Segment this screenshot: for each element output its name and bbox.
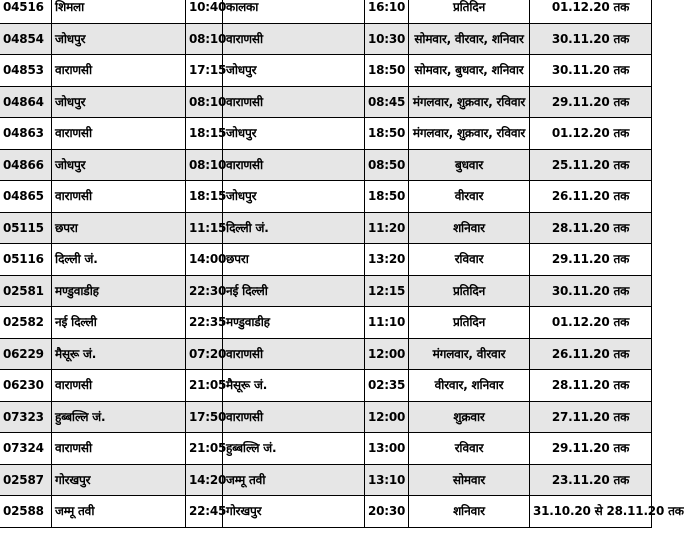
valid-until-cell: 01.12.20 तक bbox=[530, 307, 652, 339]
destination-station-cell: वाराणसी bbox=[223, 149, 365, 181]
table-row bbox=[0, 433, 652, 465]
destination-station-cell: वाराणसी bbox=[223, 23, 365, 55]
train-number-cell: 04516 bbox=[0, 0, 52, 23]
train-number-cell: 07324 bbox=[0, 433, 52, 465]
destination-station-cell: वाराणसी bbox=[223, 86, 365, 118]
valid-until-cell: 01.12.20 तक bbox=[530, 118, 652, 150]
origin-station-cell: दिल्ली जं. bbox=[52, 244, 186, 276]
departure-time-cell: 08:10 bbox=[186, 86, 223, 118]
destination-station-cell: हुब्बल्लि जं. bbox=[223, 433, 365, 465]
arrival-time-cell: 12:15 bbox=[365, 275, 409, 307]
destination-station-cell: वाराणसी bbox=[223, 338, 365, 370]
train-number-cell: 04853 bbox=[0, 55, 52, 87]
departure-time-cell: 18:15 bbox=[186, 181, 223, 213]
departure-time-cell: 14:20 bbox=[186, 464, 223, 496]
arrival-time-cell: 12:00 bbox=[365, 401, 409, 433]
train-number-cell: 02582 bbox=[0, 307, 52, 339]
table-row bbox=[0, 212, 652, 244]
running-days-cell: बुधवार bbox=[409, 149, 530, 181]
valid-until-cell: 28.11.20 तक bbox=[530, 212, 652, 244]
table-row bbox=[0, 370, 652, 402]
train-number-cell: 04863 bbox=[0, 118, 52, 150]
origin-station-cell: जम्मू तवी bbox=[52, 496, 186, 528]
origin-station-cell: जोधपुर bbox=[52, 149, 186, 181]
destination-station-cell: छपरा bbox=[223, 244, 365, 276]
arrival-time-cell: 13:20 bbox=[365, 244, 409, 276]
destination-station-cell: मैसूरू जं. bbox=[223, 370, 365, 402]
valid-until-cell: 26.11.20 तक bbox=[530, 181, 652, 213]
destination-station-cell: मण्डुवाडीह bbox=[223, 307, 365, 339]
arrival-time-cell: 18:50 bbox=[365, 55, 409, 87]
running-days-cell: शनिवार bbox=[409, 496, 530, 528]
valid-until-cell: 27.11.20 तक bbox=[530, 401, 652, 433]
origin-station-cell: जोधपुर bbox=[52, 86, 186, 118]
origin-station-cell: नई दिल्ली bbox=[52, 307, 186, 339]
table-row bbox=[0, 307, 652, 339]
origin-station-cell: मैसूरू जं. bbox=[52, 338, 186, 370]
origin-station-cell: वाराणसी bbox=[52, 118, 186, 150]
running-days-cell: रविवार bbox=[409, 244, 530, 276]
train-number-cell: 02587 bbox=[0, 464, 52, 496]
train-number-cell: 04865 bbox=[0, 181, 52, 213]
running-days-cell: प्रतिदिन bbox=[409, 307, 530, 339]
origin-station-cell: मण्डुवाडीह bbox=[52, 275, 186, 307]
train-number-cell: 05115 bbox=[0, 212, 52, 244]
running-days-cell: वीरवार, शनिवार bbox=[409, 370, 530, 402]
arrival-time-cell: 08:50 bbox=[365, 149, 409, 181]
origin-station-cell: वाराणसी bbox=[52, 433, 186, 465]
arrival-time-cell: 08:45 bbox=[365, 86, 409, 118]
running-days-cell: सोमवार, बुधवार, शनिवार bbox=[409, 55, 530, 87]
arrival-time-cell: 16:10 bbox=[365, 0, 409, 23]
departure-time-cell: 22:30 bbox=[186, 275, 223, 307]
table-row bbox=[0, 401, 652, 433]
train-number-cell: 04854 bbox=[0, 23, 52, 55]
running-days-cell: मंगलवार, वीरवार bbox=[409, 338, 530, 370]
arrival-time-cell: 18:50 bbox=[365, 118, 409, 150]
departure-time-cell: 17:50 bbox=[186, 401, 223, 433]
running-days-cell: वीरवार bbox=[409, 181, 530, 213]
departure-time-cell: 08:10 bbox=[186, 149, 223, 181]
destination-station-cell: दिल्ली जं. bbox=[223, 212, 365, 244]
table-row bbox=[0, 23, 652, 55]
running-days-cell: सोमवार bbox=[409, 464, 530, 496]
origin-station-cell: हुब्बल्लि जं. bbox=[52, 401, 186, 433]
origin-station-cell: छपरा bbox=[52, 212, 186, 244]
arrival-time-cell: 11:10 bbox=[365, 307, 409, 339]
running-days-cell: मंगलवार, शुक्रवार, रविवार bbox=[409, 118, 530, 150]
table-row bbox=[0, 181, 652, 213]
destination-station-cell: गोरखपुर bbox=[223, 496, 365, 528]
destination-station-cell: जम्मू तवी bbox=[223, 464, 365, 496]
arrival-time-cell: 18:50 bbox=[365, 181, 409, 213]
departure-time-cell: 07:20 bbox=[186, 338, 223, 370]
destination-station-cell: नई दिल्ली bbox=[223, 275, 365, 307]
departure-time-cell: 08:10 bbox=[186, 23, 223, 55]
running-days-cell: मंगलवार, शुक्रवार, रविवार bbox=[409, 86, 530, 118]
running-days-cell: प्रतिदिन bbox=[409, 0, 530, 23]
valid-until-cell: 29.11.20 तक bbox=[530, 86, 652, 118]
valid-until-cell: 28.11.20 तक bbox=[530, 370, 652, 402]
table-row bbox=[0, 149, 652, 181]
train-number-cell: 04866 bbox=[0, 149, 52, 181]
train-number-cell: 05116 bbox=[0, 244, 52, 276]
running-days-cell: रविवार bbox=[409, 433, 530, 465]
train-number-cell: 02588 bbox=[0, 496, 52, 528]
destination-station-cell: कालका bbox=[223, 0, 365, 23]
running-days-cell: प्रतिदिन bbox=[409, 275, 530, 307]
origin-station-cell: वाराणसी bbox=[52, 181, 186, 213]
arrival-time-cell: 11:20 bbox=[365, 212, 409, 244]
train-number-cell: 04864 bbox=[0, 86, 52, 118]
origin-station-cell: वाराणसी bbox=[52, 55, 186, 87]
destination-station-cell: जोधपुर bbox=[223, 181, 365, 213]
valid-until-cell: 26.11.20 तक bbox=[530, 338, 652, 370]
table-row bbox=[0, 55, 652, 87]
origin-station-cell: गोरखपुर bbox=[52, 464, 186, 496]
running-days-cell: शनिवार bbox=[409, 212, 530, 244]
running-days-cell: सोमवार, वीरवार, शनिवार bbox=[409, 23, 530, 55]
arrival-time-cell: 20:30 bbox=[365, 496, 409, 528]
valid-until-cell: 30.11.20 तक bbox=[530, 275, 652, 307]
arrival-time-cell: 13:00 bbox=[365, 433, 409, 465]
valid-until-cell: 29.11.20 तक bbox=[530, 433, 652, 465]
train-number-cell: 07323 bbox=[0, 401, 52, 433]
running-days-cell: शुक्रवार bbox=[409, 401, 530, 433]
table-row bbox=[0, 338, 652, 370]
origin-station-cell: जोधपुर bbox=[52, 23, 186, 55]
departure-time-cell: 21:05 bbox=[186, 370, 223, 402]
train-number-cell: 06229 bbox=[0, 338, 52, 370]
departure-time-cell: 18:15 bbox=[186, 118, 223, 150]
departure-time-cell: 17:15 bbox=[186, 55, 223, 87]
departure-time-cell: 22:45 bbox=[186, 496, 223, 528]
table-row bbox=[0, 275, 652, 307]
valid-until-cell: 25.11.20 तक bbox=[530, 149, 652, 181]
departure-time-cell: 22:35 bbox=[186, 307, 223, 339]
origin-station-cell: वाराणसी bbox=[52, 370, 186, 402]
table-row bbox=[0, 496, 652, 528]
table-row bbox=[0, 244, 652, 276]
valid-until-cell: 30.11.20 तक bbox=[530, 23, 652, 55]
departure-time-cell: 14:00 bbox=[186, 244, 223, 276]
arrival-time-cell: 12:00 bbox=[365, 338, 409, 370]
valid-until-cell: 30.11.20 तक bbox=[530, 55, 652, 87]
destination-station-cell: वाराणसी bbox=[223, 401, 365, 433]
table-row bbox=[0, 86, 652, 118]
valid-until-cell: 01.12.20 तक bbox=[530, 0, 652, 23]
departure-time-cell: 10:40 bbox=[186, 0, 223, 23]
destination-station-cell: जोधपुर bbox=[223, 55, 365, 87]
valid-until-cell: 31.10.20 से 28.11.20 तक bbox=[530, 496, 652, 528]
train-number-cell: 02581 bbox=[0, 275, 52, 307]
arrival-time-cell: 02:35 bbox=[365, 370, 409, 402]
origin-station-cell: शिमला bbox=[52, 0, 186, 23]
table-row bbox=[0, 118, 652, 150]
arrival-time-cell: 10:30 bbox=[365, 23, 409, 55]
departure-time-cell: 21:05 bbox=[186, 433, 223, 465]
table-row bbox=[0, 464, 652, 496]
valid-until-cell: 29.11.20 तक bbox=[530, 244, 652, 276]
train-number-cell: 06230 bbox=[0, 370, 52, 402]
table-row bbox=[0, 0, 652, 23]
destination-station-cell: जोधपुर bbox=[223, 118, 365, 150]
departure-time-cell: 11:15 bbox=[186, 212, 223, 244]
arrival-time-cell: 13:10 bbox=[365, 464, 409, 496]
valid-until-cell: 23.11.20 तक bbox=[530, 464, 652, 496]
